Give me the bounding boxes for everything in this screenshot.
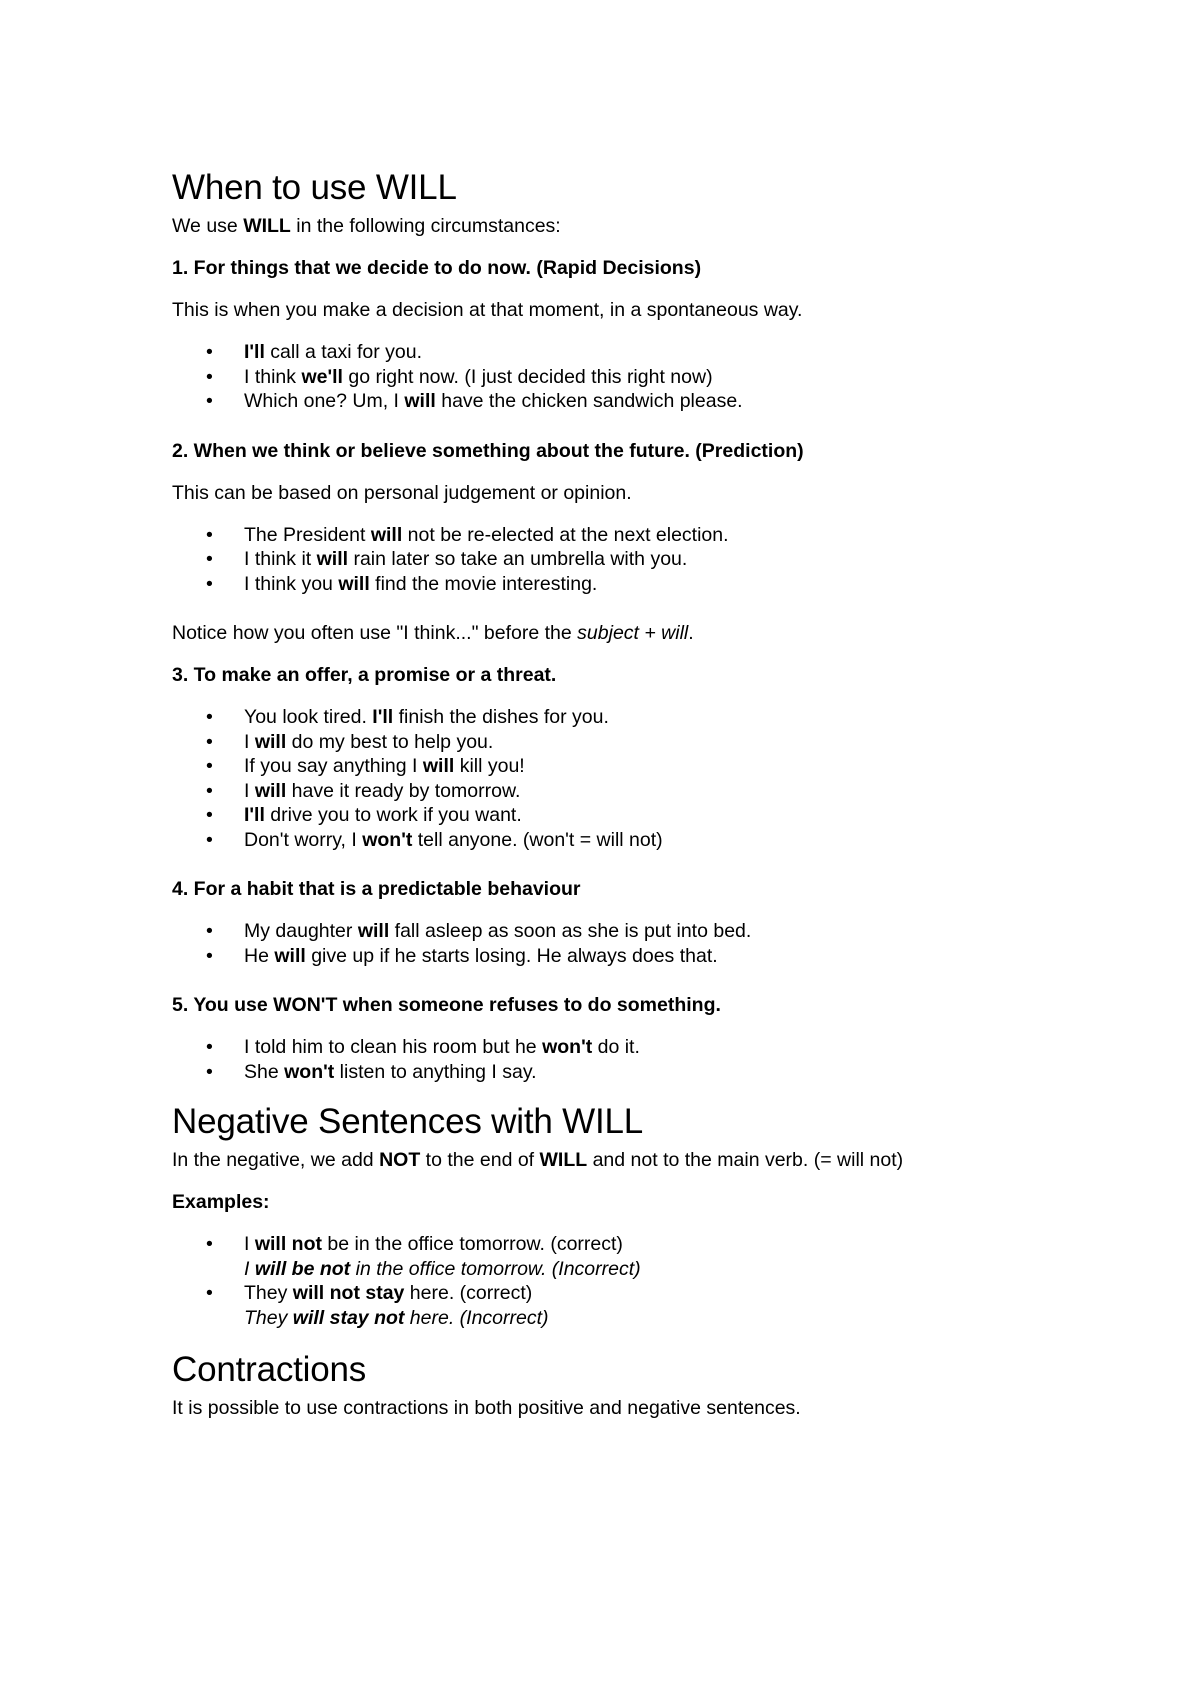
list-item: • You look tired. I'll finish the dishes for you. [172, 705, 1152, 730]
list-item: • I think you will find the movie interesting. [172, 572, 1152, 597]
list-item: • Which one? Um, I will have the chicken sandwich please. [172, 389, 1152, 414]
list-item: • I think we'll go right now. (I just decided this right now) [172, 365, 1152, 390]
prediction-note: Notice how you often use "I think..." before the subject + will. [172, 622, 694, 644]
offer-heading: 3. To make an offer, a promise or a threat. [172, 664, 557, 686]
habit-list [172, 919, 1152, 968]
list-item: • She won't listen to anything I say. [172, 1060, 1152, 1085]
list-item: • If you say anything I will kill you! [172, 754, 1152, 779]
negative-intro: In the negative, we add NOT to the end of WILL and not to the main verb. (= will not) [172, 1149, 904, 1171]
list-item: • My daughter will fall asleep as soon as she is put into bed. [172, 919, 1152, 944]
offer-list [172, 705, 1152, 852]
list-item: • I will do my best to help you. [172, 730, 1152, 755]
section-title-contractions: Contractions [172, 1350, 367, 1389]
incorrect-example: They will stay not here. (Incorrect) [244, 1306, 549, 1329]
section-title-negative-sentences: Negative Sentences with WILL [172, 1102, 644, 1141]
list-item: • Don't worry, I won't tell anyone. (won't = will not) [172, 828, 1152, 853]
refuse-heading: 5. You use WON'T when someone refuses to do something. [172, 994, 721, 1016]
rapid-decisions-heading: 1. For things that we decide to do now. (Rapid Decisions) [172, 257, 702, 279]
list-item: • The President will not be re-elected at the next election. [172, 523, 1152, 548]
prediction-heading: 2. When we think or believe something about the future. (Prediction) [172, 439, 804, 462]
prediction-list [172, 523, 1152, 597]
document-content [172, 166, 1152, 1420]
rapid-decisions-list [172, 340, 1152, 414]
list-item: • I'll call a taxi for you. [172, 340, 1152, 365]
contractions-intro: It is possible to use contractions in both positive and negative sentences. [172, 1397, 801, 1419]
prediction-description: This can be based on personal judgement or opinion. [172, 481, 632, 504]
incorrect-example: I will be not in the office tomorrow. (Incorrect) [244, 1257, 641, 1280]
negative-examples-list [172, 1232, 1152, 1330]
list-item: • They will not stay here. (correct) They will stay not here. (Incorrect) [172, 1281, 1152, 1330]
list-item: • I will have it ready by tomorrow. [172, 779, 1152, 804]
rapid-decisions-description: This is when you make a decision at that moment, in a spontaneous way. [172, 299, 803, 321]
list-item: • He will give up if he starts losing. He always does that. [172, 944, 1152, 969]
refuse-list [172, 1035, 1152, 1084]
list-item: • I will not be in the office tomorrow. (correct) I will be not in the office tomorrow. (Incorrect) [172, 1232, 1152, 1281]
list-item: • I told him to clean his room but he won't do it. [172, 1035, 1152, 1060]
section1-intro: We use WILL in the following circumstances: [172, 215, 561, 237]
habit-heading: 4. For a habit that is a predictable behaviour [172, 878, 581, 900]
examples-label: Examples: [172, 1191, 270, 1213]
section-title-when-to-use-will: When to use WILL [172, 168, 457, 207]
list-item: • I'll drive you to work if you want. [172, 803, 1152, 828]
list-item: • I think it will rain later so take an umbrella with you. [172, 547, 1152, 572]
